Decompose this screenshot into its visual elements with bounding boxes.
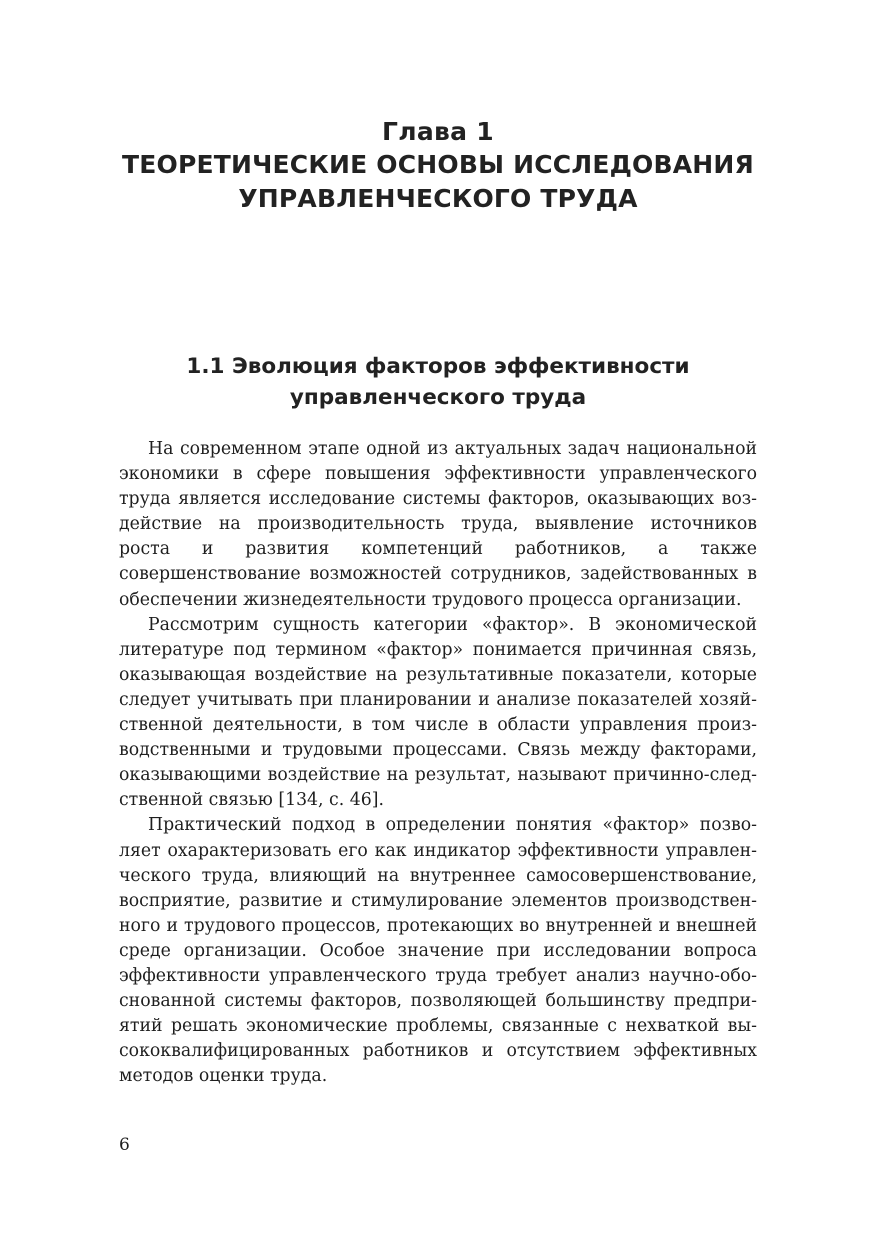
paragraph: Практический подход в определении понятия «фактор» позволяет охарактеризовать его как индикатор эффективности управленческого труда, влияющий на внутреннее самосовершенствование, восприятие, развитие и стимулирование элементов производственного и трудового процессов, протекающих во внутренней и внешней среде организации. Особое значение при исследовании вопроса эффективности управленческого труда требует анализ научно-обоснованной системы факторов, позволяющей большинству предприятий решать экономические проблемы, связанные с нехваткой высококвалифицированных работников и отсутствием эффективных методов оценки труда. [119, 815, 757, 1087]
chapter-heading [119, 116, 757, 216]
paragraph: Рассмотрим сущность категории «фактор». В экономической литературе под термином «фактор» понимается причинная связь, оказывающая воздействие на результативные показатели, которые следует учитывать при планировании и анализе показателей хозяйственной деятельности, в том числе в области управления производственными и трудовыми процессами. Связь между факторами, оказывающими воздействие на результат, называют причинно-следственной связью [134, с. 46]. [119, 614, 757, 811]
chapter-label: Глава 1 [382, 117, 494, 146]
page-number: 6 [119, 1135, 130, 1155]
chapter-title-line-1: ТЕОРЕТИЧЕСКИЕ ОСНОВЫ ИССЛЕДОВАНИЯ [121, 150, 755, 179]
section-title-line-2: управленческого труда [289, 385, 587, 410]
paragraph: На современном этапе одной из актуальных задач национальной экономики в сфере повышения эффективности управленческого труда является исследование системы факторов, оказывающих воздействие на производительность труда, выявление источников роста и развития компетенций работников, а также совершенствование возможностей сотрудников, задействованных в обеспечении жизнедеятельности трудового процесса организации. [119, 439, 757, 610]
body-text [119, 437, 757, 1089]
section-heading [119, 351, 757, 413]
section-title-line-1: 1.1 Эволюция факторов эффективности [186, 354, 690, 379]
chapter-title-line-2: УПРАВЛЕНЧЕСКОГО ТРУДА [238, 184, 638, 213]
